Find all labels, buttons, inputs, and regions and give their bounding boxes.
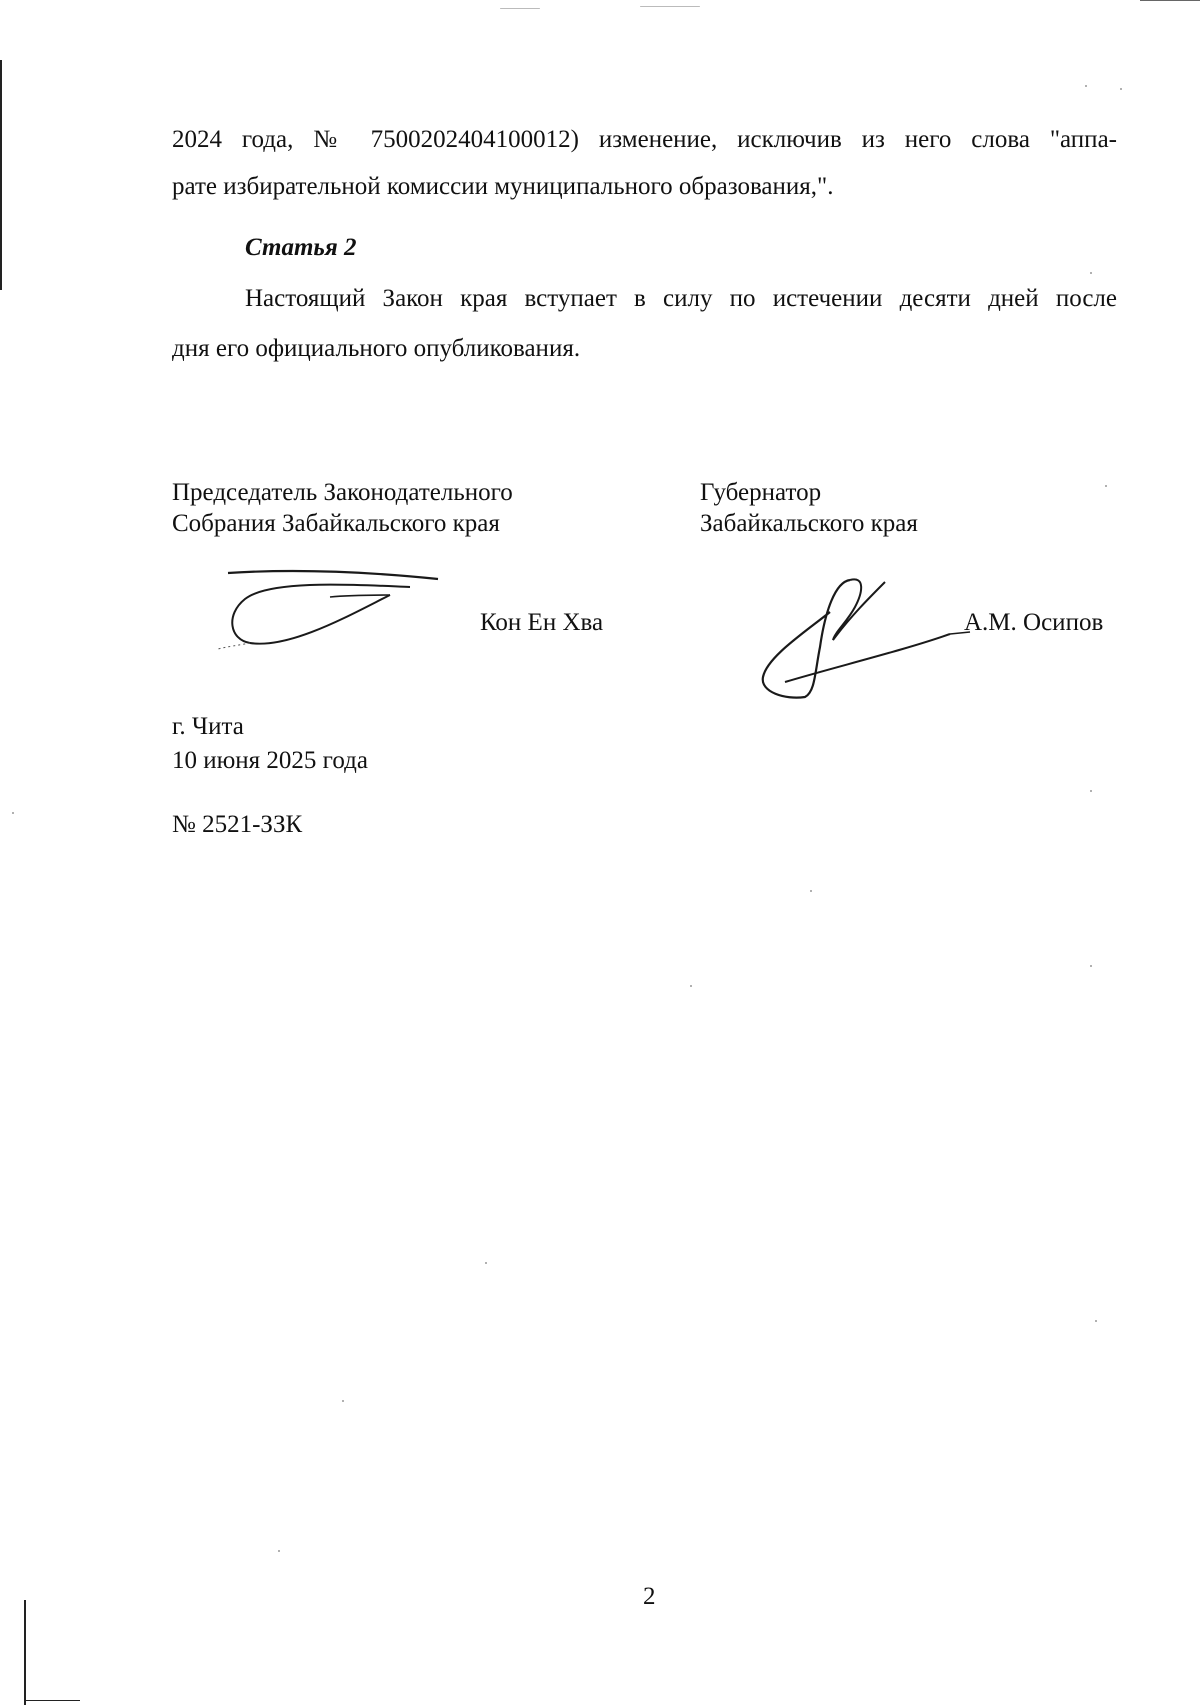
scan-speck: [1105, 485, 1107, 487]
right-signatory-name: А.М. Осипов: [964, 609, 1104, 636]
right-signatory-title-line-2: Забайкальского края: [700, 510, 918, 537]
scan-speck: [485, 1262, 487, 1264]
signing-date: 10 июня 2025 года: [172, 747, 368, 774]
paragraph-2-line-1: Настоящий Закон края вступает в силу по истечении десяти дней после: [245, 285, 1117, 312]
scan-speck: [500, 8, 540, 9]
scan-speck: [1090, 790, 1092, 792]
law-number: № 2521-ЗЗК: [172, 811, 303, 838]
left-signatory-title-line-1: Председатель Законодательного: [172, 479, 513, 506]
scan-speck: [12, 812, 14, 814]
left-handwritten-signature: [210, 565, 440, 665]
scan-speck: [810, 890, 812, 892]
scan-speck: [640, 6, 700, 7]
scan-speck: [1090, 272, 1092, 274]
left-signatory-title-line-2: Собрания Забайкальского края: [172, 510, 500, 537]
right-signatory-title-line-1: Губернатор: [700, 479, 822, 506]
scan-speck: [1085, 85, 1087, 87]
paragraph-1-line-2: рате избирательной комиссии муниципального образования,".: [172, 173, 834, 200]
page-number: 2: [643, 1583, 656, 1610]
paragraph-1-line-1: 2024 года, № 7500202404100012) изменение, исключив из него слова "аппа-: [172, 126, 1117, 153]
right-handwritten-signature: [755, 572, 975, 702]
scan-speck: [690, 985, 692, 987]
scan-edge-left-top: [0, 60, 2, 290]
scan-edge-top-right: [1140, 0, 1200, 1]
scan-speck: [1095, 1320, 1097, 1322]
scan-speck: [1090, 965, 1092, 967]
scan-edge-left-bottom: [24, 1600, 26, 1705]
city: г. Чита: [172, 713, 244, 740]
scan-edge-bottom: [24, 1700, 80, 1701]
article-heading: Статья 2: [245, 234, 357, 261]
paragraph-2-line-2: дня его официального опубликования.: [172, 335, 581, 362]
left-signatory-name: Кон Ен Хва: [480, 609, 604, 636]
scan-speck: [278, 1550, 280, 1552]
scan-speck: [342, 1400, 344, 1402]
scan-speck: [1120, 88, 1122, 90]
